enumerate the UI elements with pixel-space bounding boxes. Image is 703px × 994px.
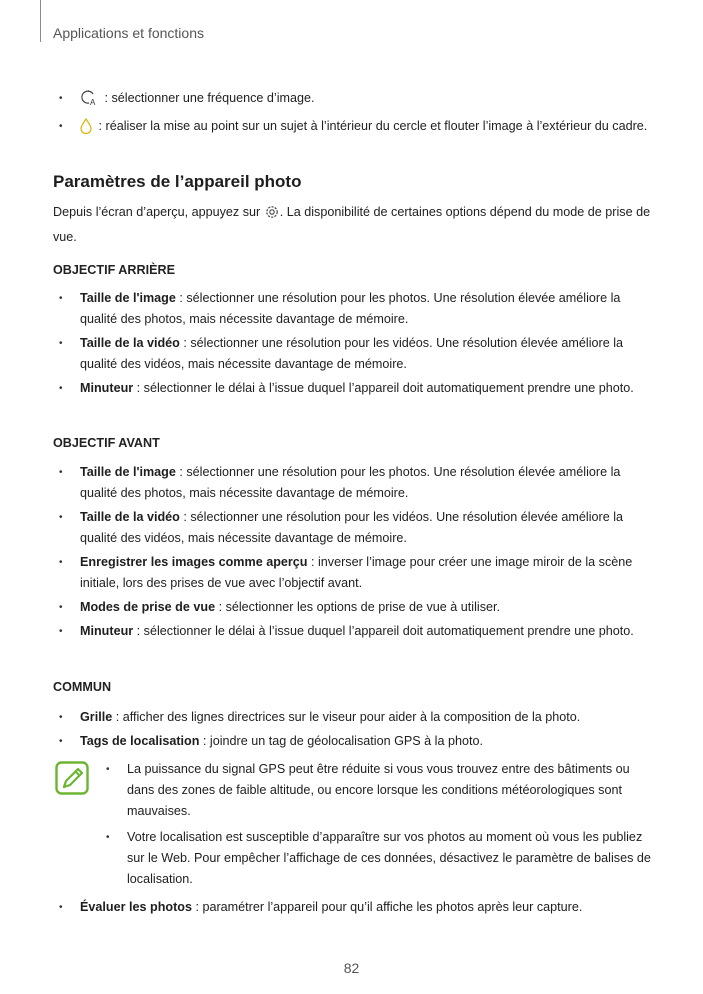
list-item: • Tags de localisation : joindre un tag de géolocalisation GPS à la photo.: [53, 731, 651, 752]
section-intro: Depuis l’écran d’aperçu, appuyez sur . La disponibilité de certaines options dépend du mode de prise de vue.: [53, 205, 651, 244]
list-item: • : réaliser la mise au point sur un sujet à l’intérieur du cercle et flouter l’image à l’extérieur du cadre.: [53, 116, 651, 141]
list-item: • Taille de la vidéo : sélectionner une résolution pour les vidéos. Une résolution élevée améliore la qualité des vidéos, mais nécessite davantage de mémoire.: [53, 507, 651, 549]
list-item: • A : sélectionner une fréquence d’image.: [53, 88, 651, 113]
svg-text:A: • A: [90, 98, 96, 106]
list-item: • Minuteur : sélectionner le délai à l’issue duquel l’appareil doit automatiquement prendre une photo.: [53, 621, 651, 642]
list-item: • Taille de la vidéo : sélectionner une résolution pour les vidéos. Une résolution élevée améliore la qualité des vidéos, mais nécessite davantage de mémoire.: [53, 333, 651, 375]
focus-drop-icon: [80, 118, 92, 141]
gear-icon: [264, 204, 280, 227]
list-item: • Enregistrer les images comme aperçu : inverser l’image pour créer une image miroir de la scène initiale, lors des prises de vue avec l’objectif avant.: [53, 552, 651, 594]
list-item: • Taille de l'image : sélectionner une résolution pour les photos. Une résolution élevée améliore la qualité des photos, mais nécessite davantage de mémoire.: [53, 462, 651, 504]
note-item: • Votre localisation est susceptible d’apparaître sur vos photos au moment où vous les publiez sur le Web. Pour empêcher l’affichage de ces données, désactivez le paramètre de balises de localisation.: [100, 827, 651, 890]
rear-heading: OBJECTIF ARRIÈRE: [53, 263, 175, 277]
section-title: Paramètres de l’appareil photo: [53, 172, 302, 191]
list-item: • Taille de l'image : sélectionner une résolution pour les photos. Une résolution élevée améliore la qualité des photos, mais nécessite davantage de mémoire.: [53, 288, 651, 330]
frame-rate-icon: [80, 88, 98, 113]
front-list: [53, 462, 651, 642]
rate-photos-item: [53, 897, 651, 918]
note-list: [100, 759, 651, 890]
front-heading: OBJECTIF AVANT: [53, 436, 160, 450]
list-item: • Minuteur : sélectionner le délai à l’issue duquel l’appareil doit automatiquement prendre une photo.: [53, 378, 651, 399]
list-item: • Grille : afficher des lignes directrices sur le viseur pour aider à la composition de la photo.: [53, 707, 651, 728]
list-item: • Modes de prise de vue : sélectionner les options de prise de vue à utiliser.: [53, 597, 651, 618]
note-pencil-icon: [55, 761, 89, 795]
page-number: 82: [343, 960, 360, 976]
note-item: • La puissance du signal GPS peut être réduite si vous vous trouvez entre des bâtiments ou dans des zones de faible altitude, ou encore lorsque les conditions météorologiques sont mauvaises.: [100, 759, 651, 822]
running-head: Applications et fonctions: [53, 25, 204, 41]
common-list: [53, 707, 651, 752]
intro-bullets: [53, 88, 651, 141]
list-item: • Évaluer les photos : paramétrer l’appareil pour qu’il affiche les photos après leur capture.: [53, 897, 651, 918]
rear-list: [53, 288, 651, 399]
header-rule: [40, 0, 41, 42]
common-heading: COMMUN: [53, 680, 112, 694]
